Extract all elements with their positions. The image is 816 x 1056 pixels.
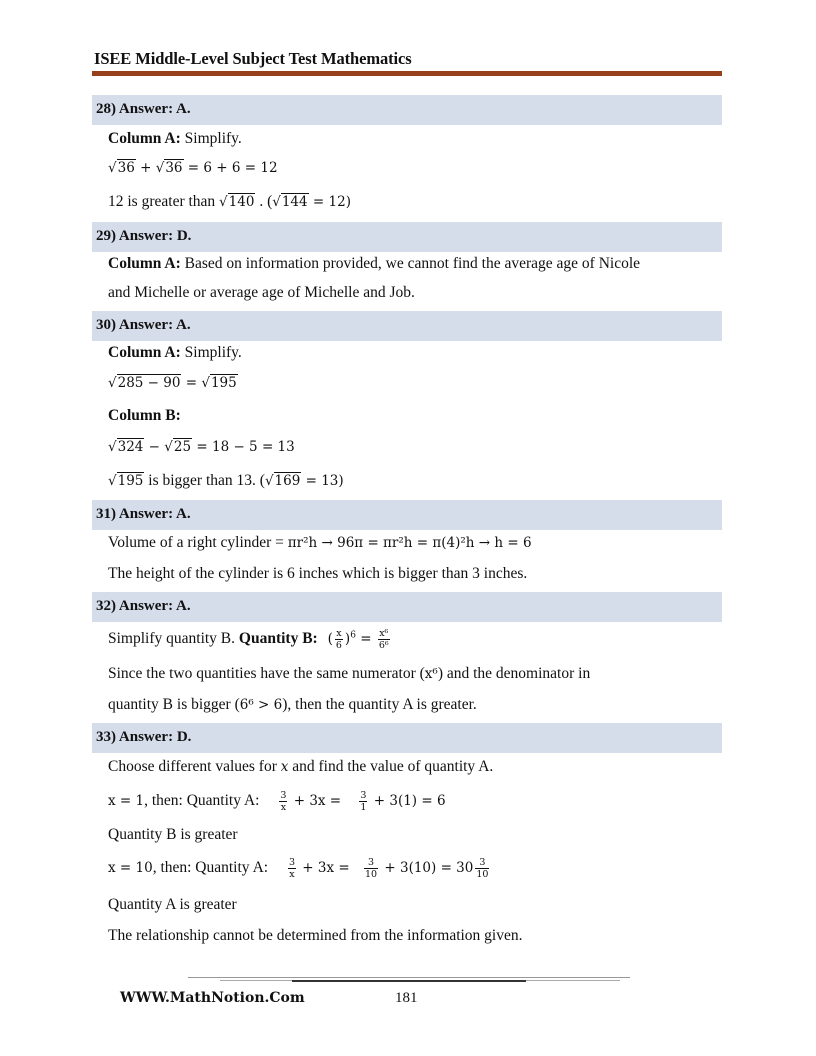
q30-equation-a: √285 − 90 = √195 <box>108 375 237 391</box>
column-b-label: Column B: <box>108 407 181 424</box>
sqrt-symbol: √195 <box>108 473 144 489</box>
q28-comparison: 12 is greater than √140 . (√144 = 12) <box>108 193 351 210</box>
answer-bar-32 <box>92 592 722 622</box>
q32-simplify: Simplify quantity B. Quantity B: ( $\frac{x}{6}$ )$^6$ = $\frac{\text{x⁶}}{\text{6⁶}}$ <box>108 628 392 651</box>
q33-a-greater: Quantity A is greater <box>108 896 237 913</box>
q33-case-2: x = 10, then: Quantity A: $\frac{3}{x}$ + 3x = $\frac{3}{10}$ + 3(10) = 30 $\frac{3}{10}$ <box>108 857 489 880</box>
footer-website: WWW.MathNotion.Com <box>120 990 305 1006</box>
q33-choose: Choose different values for x and find the value of quantity A. <box>108 758 494 775</box>
sqrt-symbol: √324 <box>108 439 144 455</box>
sqrt-symbol: √140 <box>219 194 255 210</box>
quantity-b-label: Quantity B: <box>238 630 318 647</box>
q30-line-1: Column A: Simplify. <box>108 344 242 361</box>
q32-since-1: Since the two quantities have the same numerator (x⁶) and the denominator in <box>108 665 591 682</box>
q28-line-1 <box>108 130 242 148</box>
answer-label-33: 33) Answer: D. <box>96 729 192 745</box>
footer-divider <box>188 977 630 978</box>
answer-label-29: 29) Answer: D. <box>96 228 192 244</box>
answer-bar-29 <box>92 222 722 252</box>
simplify-text: Simplify. <box>180 130 242 147</box>
sqrt-symbol: √144 <box>272 194 308 210</box>
sqrt-symbol: √169 <box>264 473 301 489</box>
column-a-label: Column A: <box>108 130 181 147</box>
page-title: ISEE Middle-Level Subject Test Mathematics <box>94 49 412 68</box>
q32-since-2: quantity B is bigger (6⁶ > 6), then the quantity A is greater. <box>108 696 477 713</box>
q33-conclusion: The relationship cannot be determined from the information given. <box>108 927 523 944</box>
answer-bar-28 <box>92 95 722 125</box>
answer-label-32: 32) Answer: A. <box>96 598 191 614</box>
sqrt-symbol: √285 − 90 <box>108 375 181 391</box>
answer-label-28: 28) Answer: A. <box>96 101 191 117</box>
header-divider <box>92 71 722 76</box>
q28-equation: √36 + √36 = 6 + 6 = 12 <box>108 160 278 176</box>
answer-label-30: 30) Answer: A. <box>96 317 191 333</box>
sqrt-symbol: √36 <box>155 160 183 176</box>
q29-line-1: Column A: Based on information provided, we cannot find the average age of Nicole <box>108 255 641 272</box>
q29-line-2: and Michelle or average age of Michelle and Job. <box>108 284 415 301</box>
volume-equation: πr²h → 96π = πr²h = π(4)²h → h = 6 <box>287 535 532 551</box>
answer-label-31: 31) Answer: A. <box>96 506 191 522</box>
answer-bar-31 <box>92 500 722 530</box>
footer-divider <box>292 980 526 982</box>
sqrt-symbol: √25 <box>164 439 192 455</box>
answer-bar-33 <box>92 723 722 753</box>
page-number: 181 <box>395 990 418 1006</box>
q33-case-1: x = 1, then: Quantity A: $\frac{3}{x}$ + 3x = $\frac{3}{1}$ + 3(1) = 6 <box>108 790 446 813</box>
sqrt-symbol: √36 <box>108 160 135 176</box>
q31-height: The height of the cylinder is 6 inches which is bigger than 3 inches. <box>108 565 528 582</box>
answer-bar-30 <box>92 311 722 341</box>
column-a-label: Column A: <box>108 255 181 272</box>
column-a-label: Column A: <box>108 344 181 361</box>
q30-equation-b: √324 − √25 = 18 − 5 = 13 <box>108 439 295 455</box>
q31-volume: Volume of a right cylinder = πr²h → 96π = πr²h = π(4)²h → h = 6 <box>108 534 532 551</box>
q32-expression: ( $\frac{x}{6}$ )$^6$ = $\frac{\text{x⁶}}{\text{6⁶}}$ <box>327 628 389 651</box>
q33-b-greater: Quantity B is greater <box>108 826 238 843</box>
sqrt-symbol: √195 <box>201 375 237 391</box>
q30-comparison: √195 is bigger than 13. (√169 = 13) <box>108 472 344 489</box>
